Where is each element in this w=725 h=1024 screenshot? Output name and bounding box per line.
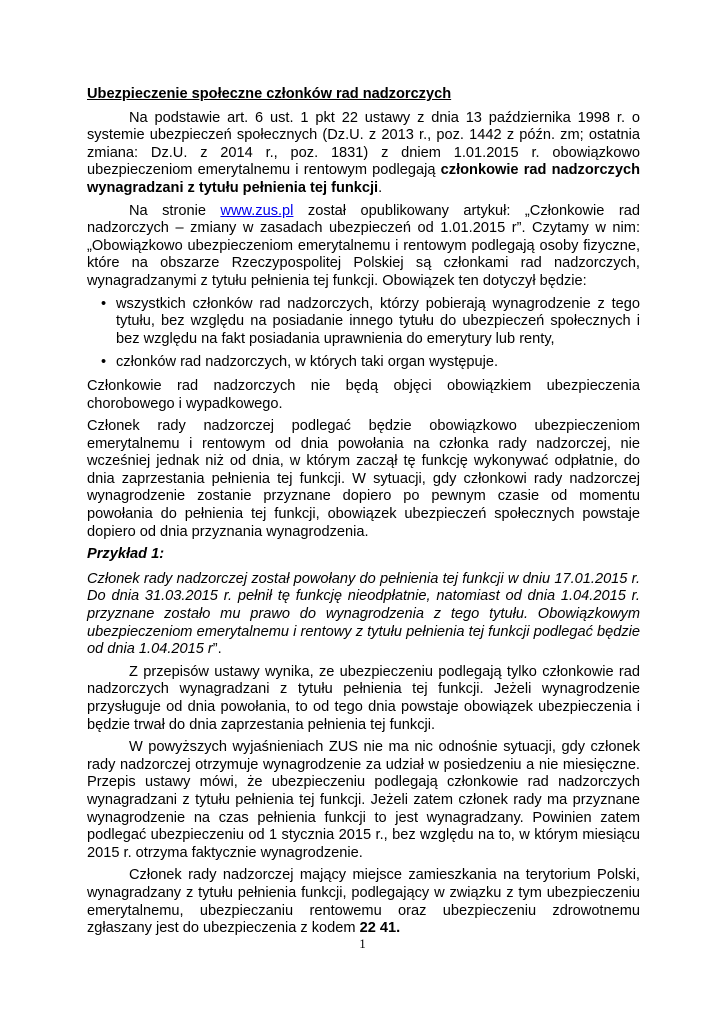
- obligation-list: [87, 296, 640, 372]
- paragraph-zus-article-start: Na stronie: [129, 202, 221, 219]
- paragraph-example: [87, 571, 640, 659]
- list-item-text: wszystkich członków rad nadzorczych, którzy pobierają wynagrodzenie z tego tytułu, bez względu na posiadanie innego tytułu do ubezpieczeń społecznych i bez względu na fakt posiadania uprawnienia do emerytury lub renty,: [116, 295, 640, 347]
- paragraph-legal-basis-text: Na podstawie art. 6 ust. 1 pkt 22 ustawy z dnia 13 października 1998 r. o systemie ubezpieczeń społecznych (Dz.U. z 2013 r., poz. 1442 z późn. zm; ostatnia zmiana: Dz.U. z 2014 r., poz. 1831) z dniem 1.01.2015 r. obowiązkowo ubezpieczeniom emerytalnemu i rentowym podlegają: [87, 109, 640, 179]
- list-item: [87, 296, 640, 349]
- bullet-icon: •: [101, 354, 107, 371]
- paragraph-obligation-period: Członek rady nadzorczej podlegać będzie obowiązkowo ubezpieczeniom emerytalnemu i rentowym od dnia powołania na członka rady nadzorczej, nie wcześniej jednak niż od dnia, w którym zaczął tę funkcję wykonywać odpłatnie, do dnia zaprzestania pełnienia tej funkcji. W sytuacji, gdy członkowi rady nadzorczej wynagrodzenie zostanie przyznane dopiero po pewnym czasie od momentu powołania do pełnienia tej funkcji, obowiązek ubezpieczeń społecznych powstaje dopiero od dnia przyznania wynagrodzenia.: [87, 418, 640, 540]
- paragraph-example-italic: Członek rady nadzorczej został powołany do pełnienia tej funkcji w dniu 17.01.2015 r. Do dnia 31.03.2015 r. pełnił tę funkcję nieodpłatnie, natomiast od dnia 1.04.2015 r. przyznane zostało mu prawo do wynagrodzenia z tego tytułu. Obowiązkowym ubezpieczeniom emerytalnemu i rentowy z tytułu pełnienia tej funkcji podlegać będzie od dnia 1.04.2015 r: [87, 570, 640, 658]
- insurance-code: 22 41.: [359, 920, 401, 937]
- zus-link[interactable]: www.zus.pl: [220, 202, 294, 219]
- paragraph-legal-basis-end: .: [378, 179, 383, 196]
- paragraph-zus-article-rest: został opublikowany artykuł: „Członkowie rad nadzorczych – zmiany w zasadach ubezpieczeń od 1.01.2015 r”. Czytamy w nim: „Obowiązkowo ubezpieczeniom emerytalnemu i rentowym podlegają osoby fizyczne, które na obszarze Rzeczypospolitej Polskiej są członkami rad nadzorczych, wynagradzanymi z tytułu pełnienia tej funkcji. Obowiązek ten dotyczył będzie:: [87, 202, 640, 289]
- paragraph-conclusion: Z przepisów ustawy wynika, ze ubezpieczeniu podlegają tylko członkowie rad nadzorczych wynagradzani z tytułu pełnienia tej funkcji. Jeżeli wynagrodzenie przysługuje od dnia powołania, to od tego dnia powstaje obowiązek ubezpieczenia i będzie trwał do dnia zaprzestania pełnienia tej funkcji.: [87, 663, 640, 733]
- list-item: [87, 354, 640, 372]
- bullet-icon: •: [101, 295, 107, 312]
- list-item-text: członków rad nadzorczych, w których taki organ występuje.: [116, 354, 499, 371]
- page-number: 1: [359, 936, 366, 951]
- paragraph-zus-explanation: W powyższych wyjaśnieniach ZUS nie ma nic odnośnie sytuacji, gdy członek rady nadzorczej otrzymuje wynagrodzenie za udział w posiedzeniu a nie miesięczne. Przepis ustawy mówi, że ubezpieczeniu podlegają członkowie rad nadzorczych wynagradzani z tytułu pełnienia tej funkcji. Jeżeli zatem członek rady ma przyznane wynagrodzenie na czas pełnienia funkcji to jest wynagradzany. Powinien zatem podlegać ubezpieczeniu od 1 stycznia 2015 r., bez względu na to, w którym miesiącu 2015 r. otrzyma faktycznie wynagrodzenie.: [87, 739, 640, 861]
- document-title: Ubezpieczenie społeczne członków rad nadzorczych: [87, 86, 452, 102]
- document-page: [87, 86, 640, 943]
- paragraph-not-covered: Członkowie rad nadzorczych nie będą objęci obowiązkiem ubezpieczenia chorobowego i wypadkowego.: [87, 377, 640, 412]
- paragraph-legal-basis-bold: członkowie rad nadzorczych wynagradzani z tytułu pełnienia tej funkcji: [87, 162, 641, 196]
- paragraph-insurance-code: [87, 867, 640, 937]
- paragraph-example-end: ”.: [212, 641, 222, 658]
- paragraph-zus-article: [87, 203, 640, 291]
- example-heading: Przykład 1:: [87, 546, 165, 563]
- paragraph-legal-basis: [87, 110, 640, 198]
- paragraph-insurance-code-text: Członek rady nadzorczej mający miejsce zamieszkania na terytorium Polski, wynagradzany z tytułu pełnienia funkcji, podlegający w związku z tym ubezpieczeniu emerytalnemu, ubezpieczaniu rentowemu oraz ubezpieczeniu zdrowotnemu zgłaszany jest do ubezpieczenia z kodem: [87, 867, 640, 937]
